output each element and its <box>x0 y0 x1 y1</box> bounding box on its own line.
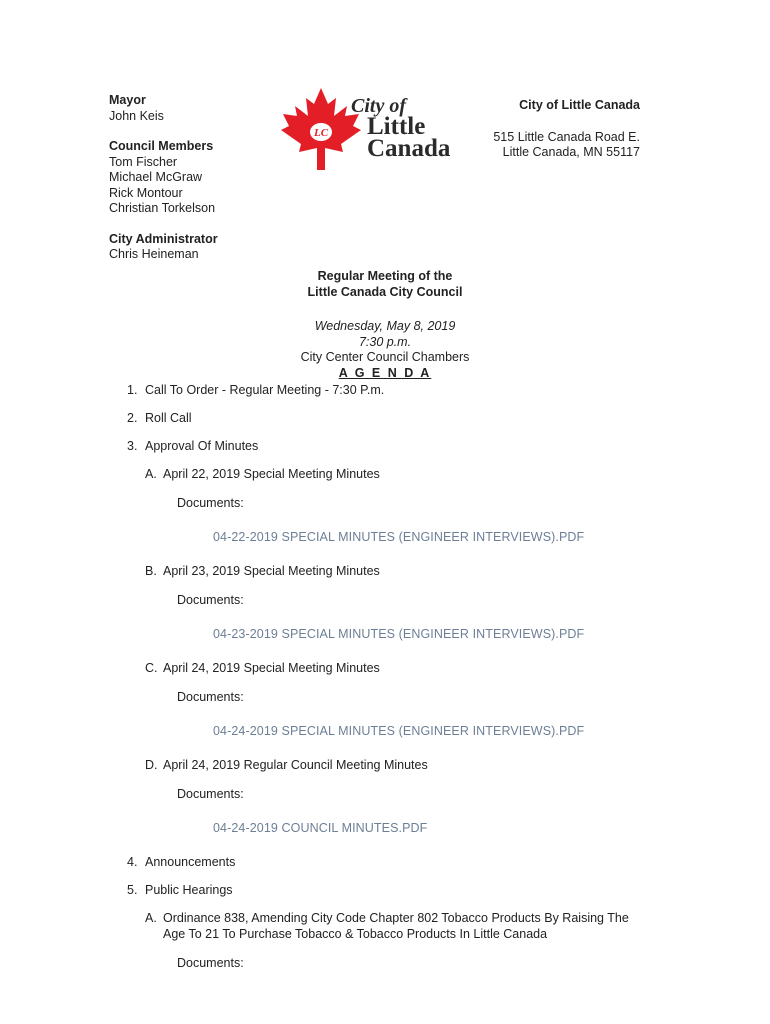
documents-label: Documents: <box>177 956 244 970</box>
agenda-item-call-to-order: Call To Order - Regular Meeting - 7:30 P.m. <box>145 383 385 397</box>
agenda-item-approval-of-minutes: Approval Of Minutes <box>145 439 259 453</box>
admin-name: Chris Heineman <box>109 247 199 261</box>
meeting-title-line2: Little Canada City Council <box>307 285 463 299</box>
agenda-item-announcements: Announcements <box>145 855 236 869</box>
logo-line1: City of <box>351 95 406 117</box>
mayor-label: Mayor <box>109 93 146 107</box>
council-member: Christian Torkelson <box>109 201 216 215</box>
council-label: Council Members <box>109 139 214 153</box>
address-line1: 515 Little Canada Road E. <box>493 129 640 144</box>
sub-item-letter: A. <box>145 911 157 925</box>
document-link[interactable]: 04-23-2019 SPECIAL MINUTES (ENGINEER INTERVIEWS).PDF <box>213 627 585 641</box>
meeting-title-line1: Regular Meeting of the <box>317 269 453 283</box>
agenda-item-number: 5. <box>127 883 138 897</box>
city-address-block <box>470 98 640 161</box>
sub-item-letter: A. <box>145 467 157 481</box>
sub-item-title: April 24, 2019 Regular Council Meeting Minutes <box>163 758 428 772</box>
sub-item-title: April 22, 2019 Special Meeting Minutes <box>163 467 380 481</box>
sub-item-letter: D. <box>145 758 158 772</box>
council-member: Michael McGraw <box>109 170 203 184</box>
sub-item-title: April 23, 2019 Special Meeting Minutes <box>163 564 380 578</box>
meeting-time: 7:30 p.m. <box>358 334 412 349</box>
sub-item-letter: C. <box>145 661 158 675</box>
meeting-location: City Center Council Chambers <box>300 350 470 364</box>
sub-item-letter: B. <box>145 564 157 578</box>
meeting-header <box>235 268 535 381</box>
documents-label: Documents: <box>177 787 244 801</box>
admin-label: City Administrator <box>109 231 218 246</box>
agenda-item-number: 3. <box>127 439 138 453</box>
agenda-item-public-hearings: Public Hearings <box>145 883 233 897</box>
meeting-date: Wednesday, May 8, 2019 <box>314 319 456 333</box>
logo-line2: Little <box>367 113 426 140</box>
logo-monogram: LC <box>313 127 329 139</box>
council-member: Rick Montour <box>109 185 183 200</box>
documents-label: Documents: <box>177 496 244 510</box>
city-name: City of Little Canada <box>519 98 640 112</box>
maple-leaf-logo-icon <box>281 86 473 174</box>
agenda-item-number: 2. <box>127 411 138 425</box>
documents-label: Documents: <box>177 690 244 704</box>
city-logo <box>281 86 473 174</box>
document-link[interactable]: 04-24-2019 COUNCIL MINUTES.PDF <box>213 821 428 835</box>
document-link[interactable]: 04-24-2019 SPECIAL MINUTES (ENGINEER INTERVIEWS).PDF <box>213 724 585 738</box>
council-member: Tom Fischer <box>109 154 178 169</box>
documents-label: Documents: <box>177 593 244 607</box>
address-line2: Little Canada, MN 55117 <box>502 145 640 159</box>
logo-line3: Canada <box>367 135 451 162</box>
sub-item-title-line1: Ordinance 838, Amending City Code Chapter 802 Tobacco Products By Raising The <box>163 911 629 925</box>
agenda-item-number: 4. <box>127 855 138 869</box>
mayor-name: John Keis <box>109 108 164 123</box>
agenda-heading: A G E N D A <box>338 365 432 380</box>
agenda-item-number: 1. <box>127 383 138 397</box>
sub-item-title-line2: Age To 21 To Purchase Tobacco & Tobacco Products In Little Canada <box>163 927 548 941</box>
document-link[interactable]: 04-22-2019 SPECIAL MINUTES (ENGINEER INTERVIEWS).PDF <box>213 530 585 544</box>
agenda-item-roll-call: Roll Call <box>145 411 192 425</box>
sub-item-title: April 24, 2019 Special Meeting Minutes <box>163 661 380 675</box>
